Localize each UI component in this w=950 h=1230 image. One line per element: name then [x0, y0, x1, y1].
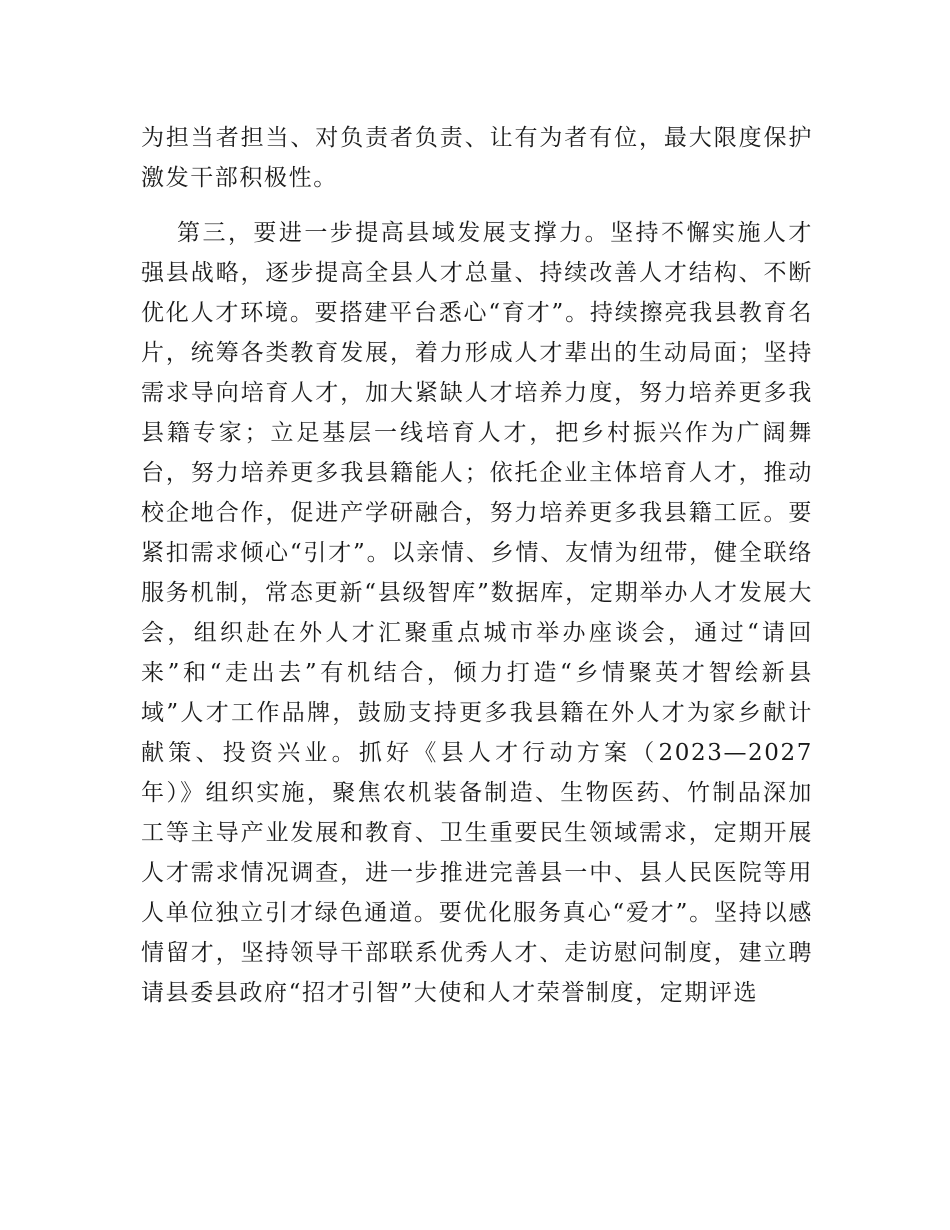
- paragraph-continuation: 为担当者担当、对负责者负责、让有为者有位，最大限度保护激发干部积极性。: [141, 125, 813, 191]
- paragraph-third-point: 第三，要进一步提高县域发展支撑力。坚持不懈实施人才强县战略，逐步提高全县人才总量、持续改善人才结构、不断优化人才环境。要搭建平台悉心“育才”。持续擦亮我县教育名片，统筹各类教育发展，着力形成人才辈出的生动局面；坚持需求导向培育人才，加大紧缺人才培养力度，努力培养更多我县籍专家；立足基层一线培育人才，把乡村振兴作为广阔舞台，努力培养更多我县籍能人；依托企业主体培育人才，推动校企地合作，促进产学研融合，努力培养更多我县籍工匠。要紧扣需求倾心“引才”。以亲情、乡情、友情为纽带，健全联络服务机制，常态更新“县级智库”数据库，定期举办人才发展大会，组织赴在外人才汇聚重点城市举办座谈会，通过“请回来”和“走出去”有机结合，倾力打造“乡情聚英才智绘新县域”人才工作品牌，鼓励支持更多我县籍在外人才为家乡献计献策、投资兴业。抓好《县人才行动方案（2023—2027年）》组织实施，聚焦农机装备制造、生物医药、竹制品深加工等主导产业发展和教育、卫生重要民生领域需求，定期开展人才需求情况调查，进一步推进完善县一中、县人民医院等用人单位独立引才绿色通道。要优化服务真心“爱才”。坚持以感情留才，坚持领导干部联系优秀人才、走访慰问制度，建立聘请县委县政府“招才引智”大使和人才荣誉制度，定期评选: [141, 220, 813, 1006]
